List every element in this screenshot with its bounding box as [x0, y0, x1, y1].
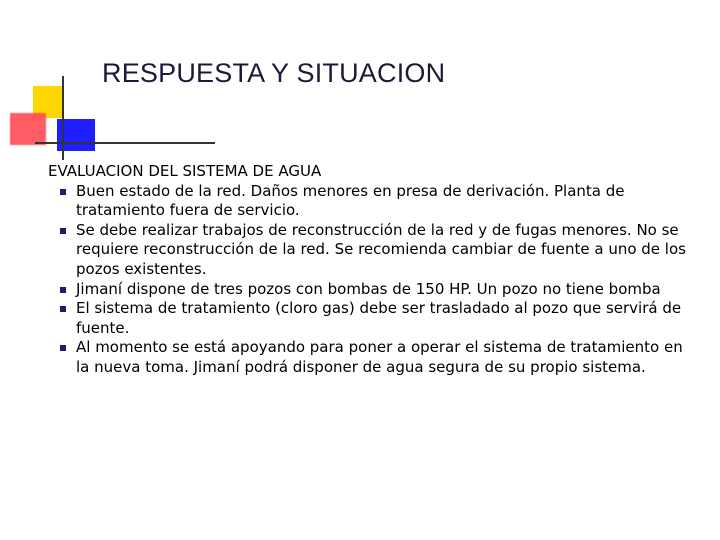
list-item — [48, 299, 688, 338]
list-item-text: Buen estado de la red. Daños menores en presa de derivación. Planta de tratamiento fuera de servicio. — [76, 181, 625, 220]
list-item — [48, 338, 688, 377]
list-item-text: El sistema de tratamiento (cloro gas) debe ser trasladado al pozo que servirá de fuente. — [76, 299, 682, 337]
bullet-list — [48, 182, 688, 378]
square-bullet-icon — [60, 189, 66, 195]
section-heading: EVALUACION DEL SISTEMA DE AGUA — [48, 162, 322, 180]
list-item-text: Se debe realizar trabajos de reconstrucción de la red y de fugas menores. No se requiere reconstrucción de la red. Se recomienda cambiar de fuente a uno de los pozos existentes. — [76, 220, 686, 278]
logo-vertical-line — [62, 76, 64, 160]
list-item-text: Jimaní dispone de tres pozos con bombas de 150 HP. Un pozo no tiene bomba — [76, 279, 661, 298]
list-item-text: Al momento se está apoyando para poner a operar el sistema de tratamiento en la nueva toma. Jimaní podrá disponer de agua segura de su propio sistema. — [76, 338, 683, 376]
list-item — [48, 280, 688, 300]
slide-content — [48, 162, 688, 378]
colored-squares-logo — [0, 0, 110, 170]
logo-horizontal-line — [35, 142, 215, 144]
square-bullet-icon — [60, 345, 66, 351]
list-item — [48, 182, 688, 221]
square-bullet-icon — [60, 287, 66, 293]
square-bullet-icon — [60, 306, 66, 312]
square-bullet-icon — [60, 228, 66, 234]
slide-title: RESPUESTA Y SITUACION — [102, 58, 446, 88]
list-item — [48, 221, 688, 280]
logo-red-square — [10, 113, 46, 145]
